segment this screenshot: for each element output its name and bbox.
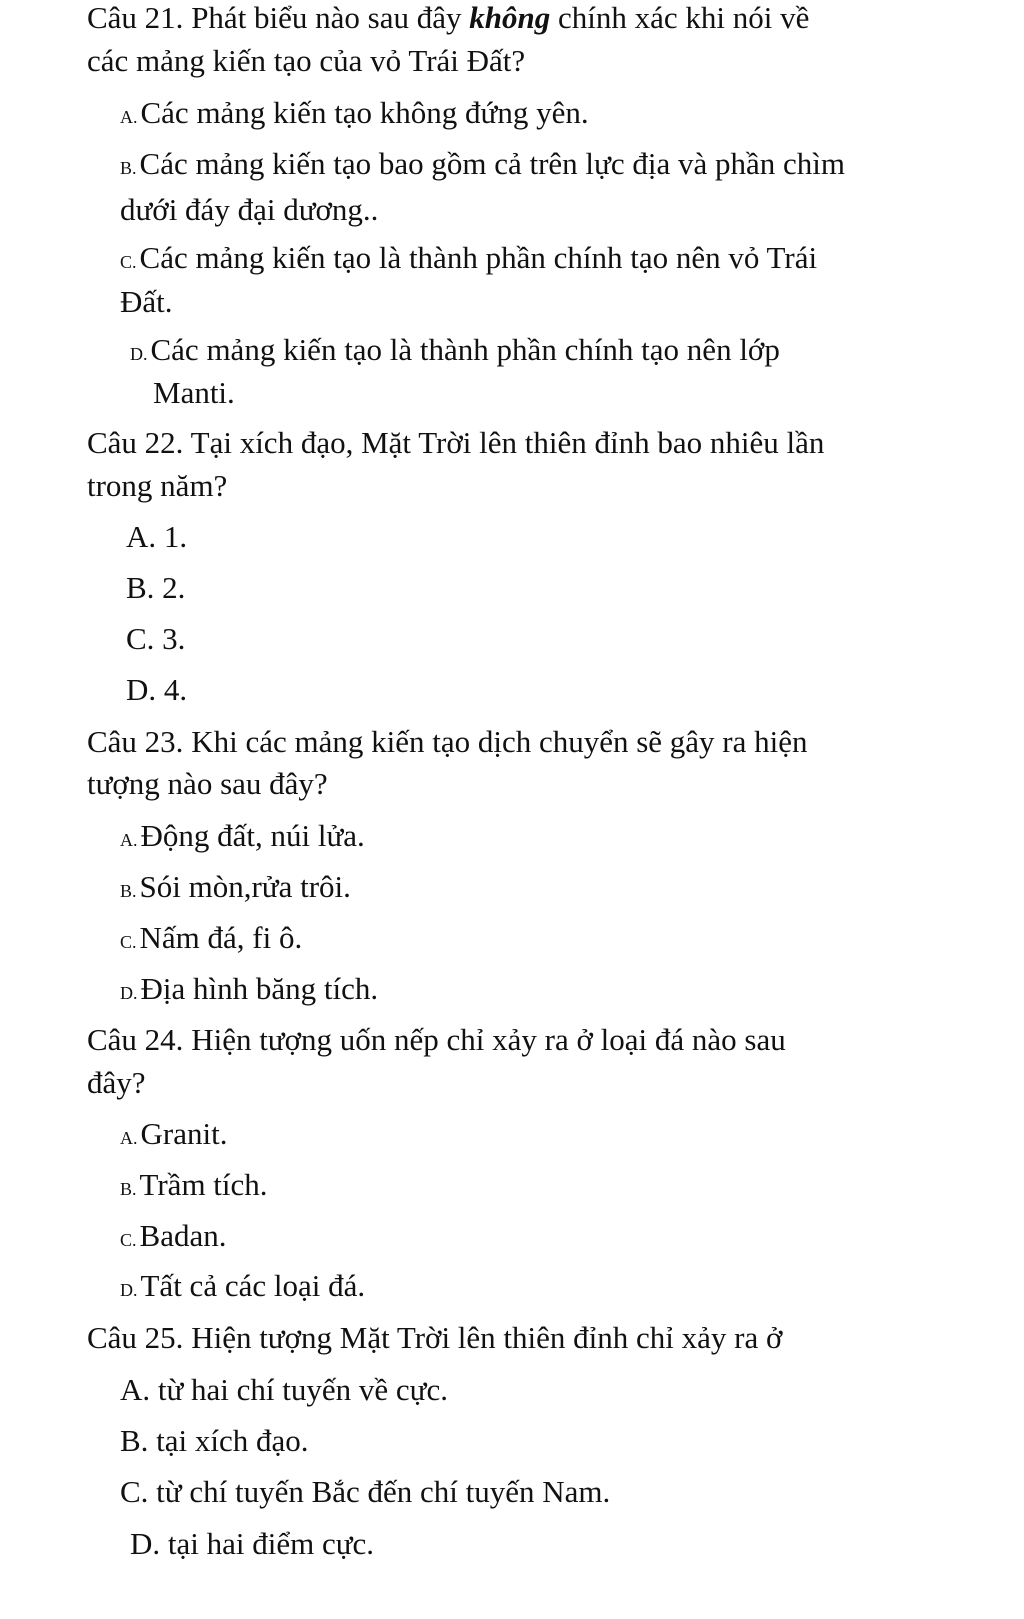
option-text: Các mảng kiến tạo là thành phần chính tạo nên lớp (150, 332, 780, 367)
option-letter: A. (120, 107, 138, 127)
question-21-option-d (130, 332, 780, 372)
question-21-emphasis: không (469, 0, 551, 35)
question-24-text: Hiện tượng uốn nếp chỉ xảy ra ở loại đá nào sau (191, 1022, 786, 1057)
question-25-option-d: D. tại hai điểm cực. (130, 1526, 375, 1561)
question-23-option-d (120, 971, 378, 1011)
option-text: Các mảng kiến tạo không đứng yên. (140, 95, 589, 130)
option-letter: A. (120, 1128, 138, 1148)
option-text: Trầm tích. (139, 1167, 268, 1202)
question-22-line-2: trong năm? (87, 468, 228, 503)
question-21-option-c (120, 240, 817, 280)
question-25-option-c: C. từ chí tuyến Bắc đến chí tuyến Nam. (120, 1474, 611, 1509)
question-21-number: Câu 21. (87, 0, 184, 35)
question-23-text: Khi các mảng kiến tạo dịch chuyển sẽ gây ra hiện (191, 724, 808, 759)
question-23-option-a (120, 818, 365, 858)
question-22-option-d: D. 4. (126, 672, 188, 707)
option-text: Địa hình băng tích. (140, 971, 379, 1006)
question-22-text: Tại xích đạo, Mặt Trời lên thiên đỉnh bao nhiêu lần (190, 425, 825, 460)
option-letter: C. (120, 1230, 137, 1250)
question-23-line-2: tượng nào sau đây? (87, 766, 328, 801)
question-21-text-b: chính xác khi nói về (558, 0, 810, 35)
option-text: Các mảng kiến tạo là thành phần chính tạo nên vỏ Trái (139, 240, 818, 275)
question-25-line-1 (87, 1320, 782, 1356)
question-24-option-b (120, 1167, 268, 1207)
option-letter: D. (130, 344, 148, 364)
option-letter: C. (120, 932, 137, 952)
option-text: Granit. (140, 1116, 228, 1151)
question-25-number: Câu 25. (87, 1320, 184, 1355)
question-24-option-c (120, 1218, 226, 1258)
option-letter: A. (120, 830, 138, 850)
question-21-option-b (120, 146, 845, 186)
option-text: Badan. (139, 1218, 227, 1253)
question-21-option-b-cont: dưới đáy đại dương.. (120, 192, 379, 227)
question-21-text-a: Phát biểu nào sau đây (191, 0, 462, 35)
question-22-line-1 (87, 425, 824, 461)
question-22-option-c: C. 3. (126, 621, 186, 656)
question-21-option-c-cont: Đất. (120, 284, 173, 319)
question-23-line-1 (87, 724, 808, 760)
question-25-option-b: B. tại xích đạo. (120, 1423, 309, 1458)
question-24-option-a (120, 1116, 227, 1156)
question-22-number: Câu 22. (87, 425, 184, 460)
question-23-number: Câu 23. (87, 724, 184, 759)
option-letter: C. (120, 252, 137, 272)
option-text: Các mảng kiến tạo bao gồm cả trên lực địa và phần chìm (139, 146, 845, 181)
question-23-option-b (120, 869, 351, 909)
option-text: Tất cả các loại đá. (140, 1268, 366, 1303)
question-24-number: Câu 24. (87, 1022, 184, 1057)
question-25-option-a: A. từ hai chí tuyến về cực. (120, 1372, 448, 1407)
question-22-option-a: A. 1. (126, 519, 188, 554)
question-24-line-2: đây? (87, 1065, 146, 1100)
option-text: Động đất, núi lửa. (140, 818, 365, 853)
question-21-option-d-cont: Manti. (153, 375, 235, 410)
question-24-option-d (120, 1268, 365, 1308)
option-text: Nấm đá, fi ô. (139, 920, 303, 955)
question-22-option-b: B. 2. (126, 570, 186, 605)
question-21-line-1 (87, 0, 809, 36)
question-24-line-1 (87, 1022, 786, 1058)
question-23-option-c (120, 920, 302, 960)
question-25-text: Hiện tượng Mặt Trời lên thiên đỉnh chỉ xảy ra ở (191, 1320, 783, 1355)
option-letter: B. (120, 1179, 137, 1199)
option-letter: D. (120, 1280, 138, 1300)
option-letter: D. (120, 983, 138, 1003)
question-21-line-2: các mảng kiến tạo của vỏ Trái Đất? (87, 43, 526, 78)
option-text: Sói mòn,rửa trôi. (139, 869, 351, 904)
question-21-option-a (120, 95, 589, 135)
option-letter: B. (120, 158, 137, 178)
option-letter: B. (120, 881, 137, 901)
